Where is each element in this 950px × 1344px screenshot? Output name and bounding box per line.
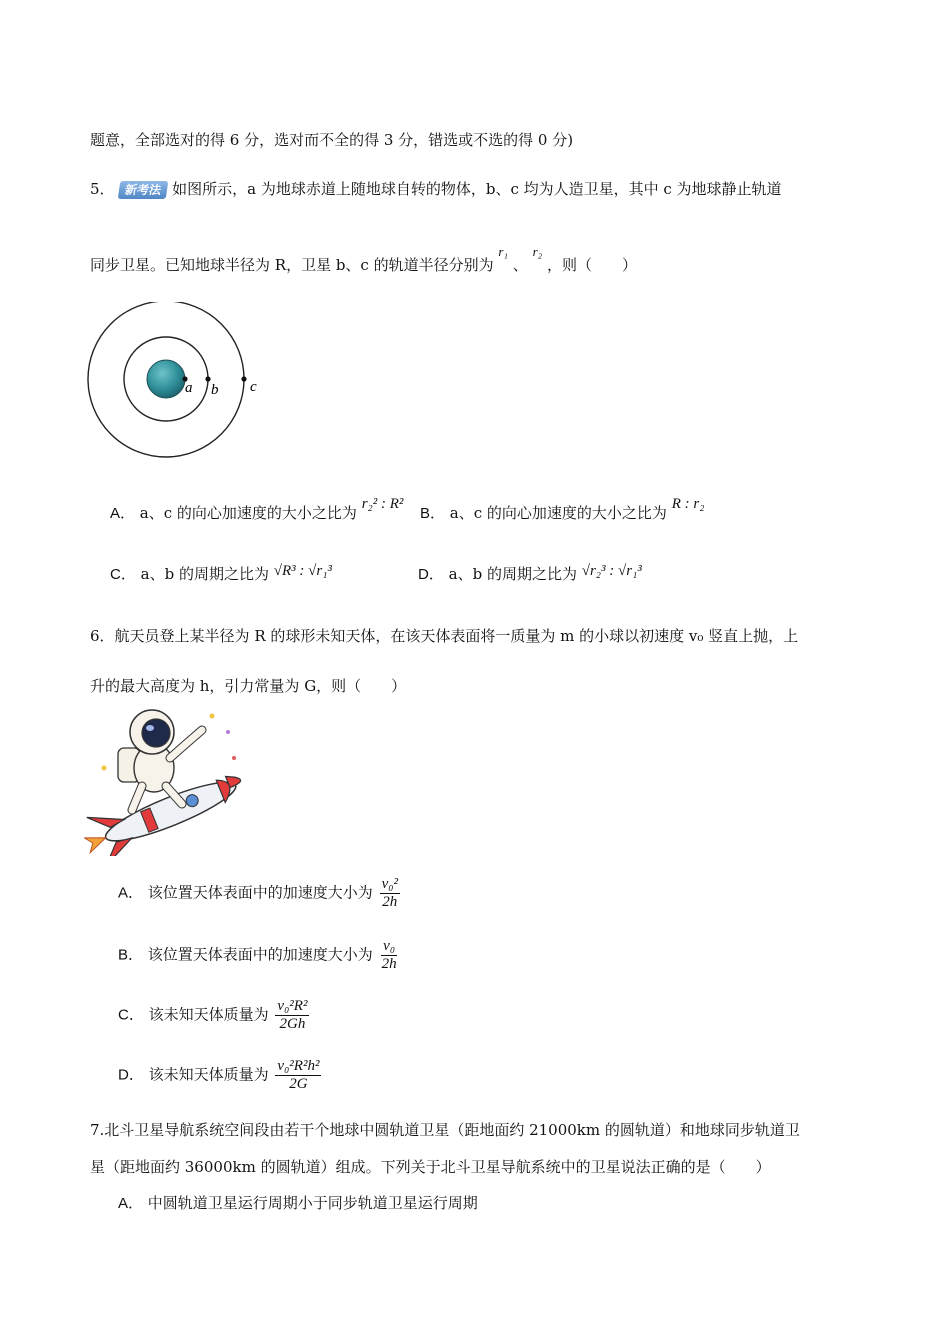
- option-5d[interactable]: [418, 565, 642, 584]
- question-5-line-2: [90, 244, 637, 274]
- fraction: [275, 998, 309, 1033]
- option-expression: √r₂³ : √r₁³: [581, 563, 642, 579]
- fraction: [275, 1058, 321, 1093]
- option-6d[interactable]: [118, 1058, 321, 1093]
- option-expression: r₂² : R²: [361, 496, 404, 512]
- question-6-line-1: 6．航天员登上某半径为 R 的球形未知天体，在该天体表面将一质量为 m 的小球以初速度 v₀ 竖直上抛，上: [90, 627, 799, 645]
- option-6a[interactable]: [118, 876, 400, 911]
- option-text: a、b 的周期之比为: [140, 565, 269, 583]
- option-label: A．: [118, 1195, 144, 1212]
- label-c: c: [250, 379, 257, 395]
- option-5b[interactable]: [420, 496, 705, 523]
- question-6-line-2: 升的最大高度为 h，引力常量为 G，则（ ）: [90, 677, 407, 695]
- option-label: C．: [110, 566, 136, 583]
- fraction-numerator: v₀: [383, 938, 396, 954]
- option-text: a、c 的向心加速度的大小之比为: [449, 504, 667, 522]
- question-text: ，则（ ）: [546, 256, 637, 274]
- option-expression: R : r₂: [671, 496, 705, 512]
- question-7-line-1: 7.北斗卫星导航系统空间段由若干个地球中圆轨道卫星（距地面约 21000km 的圆轨道）和地球同步轨道卫: [90, 1121, 800, 1139]
- question-text: 同步卫星。已知地球半径为 R，卫星 b、c 的轨道半径分别为: [90, 256, 494, 274]
- fraction-denominator: 2h: [381, 955, 397, 972]
- new-method-badge: 新考法: [118, 181, 169, 199]
- option-5a[interactable]: [110, 496, 404, 523]
- fraction-numerator: v₀²R²h²: [277, 1058, 320, 1074]
- fraction-denominator: 2G: [289, 1075, 308, 1092]
- fraction-numerator: v₀²: [381, 876, 398, 892]
- option-expression: √R³ : √r₁³: [273, 563, 332, 579]
- fraction: [380, 938, 399, 973]
- option-text: 该位置天体表面中的加速度大小为: [147, 945, 373, 964]
- astronaut-rocket-illustration: [84, 706, 246, 856]
- fraction: [380, 876, 400, 911]
- point-c: [241, 376, 246, 381]
- r2-symbol: r₂: [532, 244, 543, 259]
- option-text: 该位置天体表面中的加速度大小为: [147, 883, 373, 902]
- r1-symbol: r₁: [498, 244, 508, 259]
- option-text: 中圆轨道卫星运行周期小于同步轨道卫星运行周期: [147, 1194, 478, 1212]
- question-number: 5．: [90, 180, 115, 198]
- earth-icon: [147, 360, 185, 398]
- option-text: a、c 的向心加速度的大小之比为: [139, 504, 357, 522]
- label-a: a: [185, 380, 193, 396]
- question-text: 如图所示，a 为地球赤道上随地球自转的物体，b、c 均为人造卫星，其中 c 为地球静止轨道: [172, 180, 782, 198]
- label-b: b: [211, 382, 219, 398]
- point-b: [205, 376, 210, 381]
- question-7-line-2: 星（距地面约 36000km 的圆轨道）组成。下列关于北斗卫星导航系统中的卫星说法正确的是（ ）: [90, 1158, 771, 1176]
- option-label: A．: [110, 505, 136, 522]
- option-label: A．: [118, 884, 144, 902]
- option-5c[interactable]: [110, 565, 332, 584]
- fraction-denominator: 2Gh: [279, 1015, 306, 1032]
- orbit-diagram: [84, 302, 274, 462]
- option-label: D．: [118, 1066, 144, 1084]
- option-6b[interactable]: [118, 938, 399, 973]
- fraction-denominator: 2h: [382, 893, 398, 910]
- option-6c[interactable]: [118, 998, 309, 1033]
- option-text: a、b 的周期之比为: [448, 565, 577, 583]
- option-7a[interactable]: [118, 1194, 478, 1213]
- option-text: 该未知天体质量为: [148, 1005, 269, 1024]
- question-5-line-1: [90, 180, 782, 199]
- option-label: B．: [420, 505, 446, 522]
- option-text: 该未知天体质量为: [148, 1065, 269, 1084]
- header-note: 题意，全部选对的得 6 分，选对而不全的得 3 分，错选或不选的得 0 分): [90, 131, 574, 149]
- option-label: C．: [118, 1006, 144, 1024]
- fraction-numerator: v₀²R²: [277, 998, 308, 1014]
- option-label: B．: [118, 946, 144, 964]
- separator: 、: [512, 256, 528, 274]
- option-label: D．: [418, 566, 444, 583]
